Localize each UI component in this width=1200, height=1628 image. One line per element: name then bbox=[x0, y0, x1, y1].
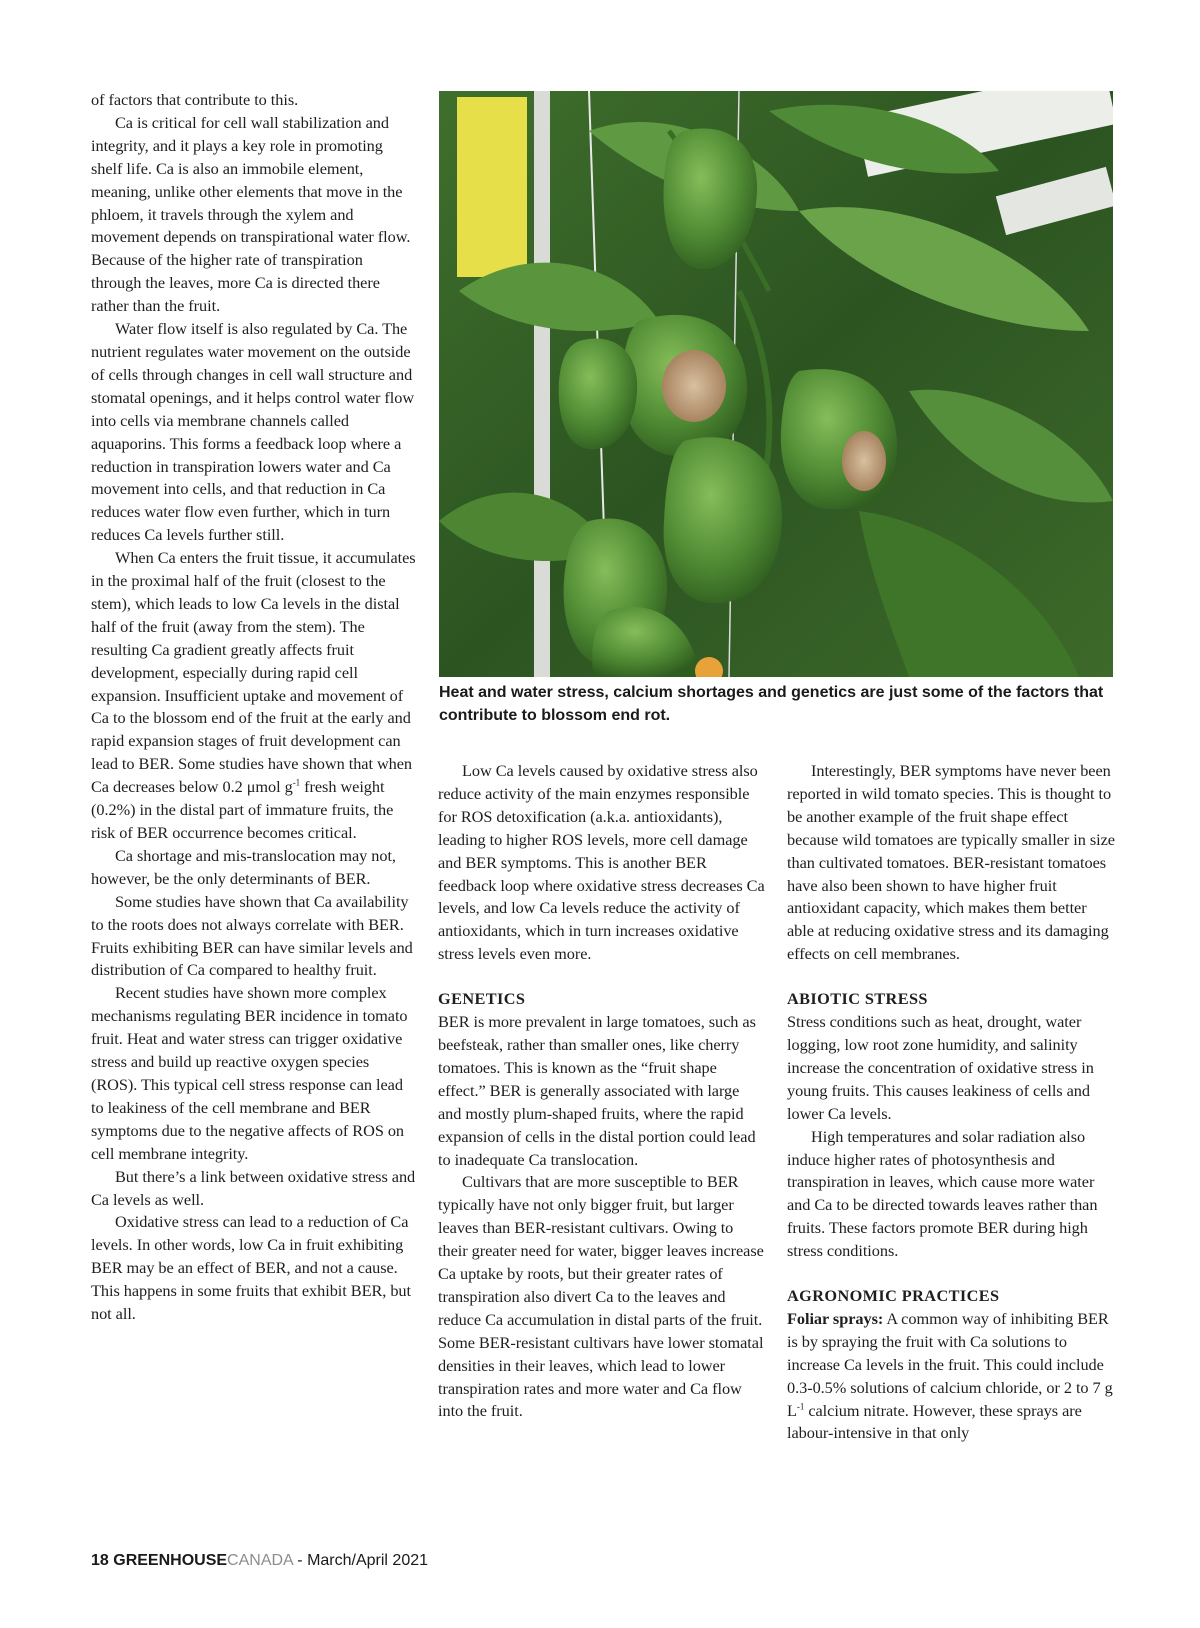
paragraph: BER is more prevalent in large tomatoes, such as beefsteak, rather than smaller ones, like cherry tomatoes. This is known as the “fruit shape effect.” BER is generally associated with large and mostly plum-shaped fruits, where the rapid expansion of cells in the distal portion could lead to inadequate Ca translocation. bbox=[438, 1012, 756, 1169]
article-column-1 bbox=[91, 89, 416, 1326]
article-column-2 bbox=[438, 760, 766, 1423]
section-heading-genetics: GENETICS bbox=[438, 989, 526, 1009]
paragraph: Low Ca levels caused by oxidative stress also reduce activity of the main enzymes responsible for ROS detoxification (a.k.a. antioxidants), leading to higher ROS levels, more cell damage and BER symptoms. This is another BER feedback loop where oxidative stress decreases Ca levels, and low Ca levels reduce the activity of antioxidants, which in turn increases oxidative stress levels even more. bbox=[438, 761, 765, 964]
pepper-plant-photo bbox=[439, 91, 1113, 677]
superscript: -1 bbox=[292, 777, 301, 788]
sticky-trap bbox=[457, 97, 527, 277]
magazine-country: CANADA bbox=[227, 1552, 293, 1569]
magazine-name: GREENHOUSE bbox=[113, 1552, 228, 1569]
page-footer bbox=[91, 1552, 428, 1570]
paragraph: High temperatures and solar radiation also induce higher rates of photosynthesis and transpiration in leaves, which cause more water and Ca to be directed towards leaves rather than fruits. These factors promote BER during high stress conditions. bbox=[787, 1126, 1098, 1261]
paragraph: Stress conditions such as heat, drought, water logging, low root zone humidity, and salinity increase the concentration of oxidative stress in young fruits. This causes leakiness of cells and lower Ca levels. bbox=[787, 1012, 1094, 1123]
paragraph: Water flow itself is also regulated by Ca. The nutrient regulates water movement on the outside of cells through changes in cell wall structure and stomatal openings, and it helps control water flow into cells via membrane channels called aquaporins. This forms a feedback loop where a reduction in transpiration lowers water and Ca movement into cells, and that reduction in Ca reduces water flow even further, which in turn reduces Ca levels further still. bbox=[91, 319, 415, 545]
paragraph: Ca shortage and mis-translocation may not, however, be the only determinants of BER. bbox=[91, 845, 396, 888]
superscript: -1 bbox=[796, 1401, 805, 1412]
paragraph: But there’s a link between oxidative stress and Ca levels as well. bbox=[91, 1166, 416, 1209]
section-heading-agronomic-practices: AGRONOMIC PRACTICES bbox=[787, 1286, 1000, 1306]
page-number: 18 bbox=[91, 1552, 109, 1569]
paragraph-text: When Ca enters the fruit tissue, it accumulates in the proximal half of the fruit (closest to the stem), which leads to low Ca levels in the distal half of the fruit (away from the stem). The resulting Ca gradient greatly affects fruit development, especially during rapid cell expansion. Insufficient uptake and movement of Ca to the blossom end of the fruit at the early and rapid expansion stages of fruit development can lead to BER. Some studies have shown that when Ca decreases below 0.2 μmol g bbox=[91, 548, 416, 797]
paragraph-text: fresh weight (0.2%) in the distal part of immature fruits, the risk of BER occurrence becomes critical. bbox=[91, 777, 394, 842]
paragraph bbox=[787, 1308, 1115, 1445]
article-column-3 bbox=[787, 760, 1115, 1445]
paragraph: Recent studies have shown more complex mechanisms regulating BER incidence in tomato fruit. Heat and water stress can trigger oxidative stress and build up reactive oxygen species (ROS). This typical cell stress response can lead to leakiness of the cell membrane and BER symptoms due to the negative affects of ROS on cell membrane integrity. bbox=[91, 983, 408, 1163]
paragraph: of factors that contribute to this. bbox=[91, 90, 299, 109]
paragraph: Interestingly, BER symptoms have never been reported in wild tomato species. This is thought to be another example of the fruit shape effect because wild tomatoes are typically smaller in size than cultivated tomatoes. BER-resistant tomatoes have also been shown to have higher fruit antioxidant capacity, which makes them better able at reducing oxidative stress and its damaging effects on cell membranes. bbox=[787, 761, 1115, 964]
issue-date: - March/April 2021 bbox=[297, 1552, 429, 1569]
photo-caption: Heat and water stress, calcium shortages and genetics are just some of the factors that contribute to blossom end rot. bbox=[439, 684, 1104, 724]
pepper bbox=[664, 437, 782, 603]
paragraph: Cultivars that are more susceptible to BER typically have not only bigger fruit, but larger leaves than BER-resistant cultivars. Owing to their greater need for water, bigger leaves increase Ca uptake by roots, but their greater rates of transpiration also divert Ca to the leaves and reduce Ca accumulation in distal parts of the fruit. Some BER-resistant cultivars have lower stomatal densities in their leaves, which lead to lower transpiration rates and more water and Ca flow into the fruit. bbox=[438, 1172, 764, 1421]
run-in-heading: Foliar sprays: bbox=[787, 1308, 884, 1328]
pepper-with-rot bbox=[622, 315, 747, 457]
paragraph bbox=[91, 547, 416, 845]
paragraph-text: A common way of inhibiting BER is by spraying the fruit with Ca solutions to increase Ca levels in the fruit. This could include 0.3-0.5% solutions of calcium chloride, or 2 to 7 g L bbox=[787, 1308, 1113, 1420]
section-heading-abiotic-stress: ABIOTIC STRESS bbox=[787, 989, 928, 1009]
paragraph: Ca is critical for cell wall stabilization and integrity, and it plays a key role in promoting shelf life. Ca is also an immobile element, meaning, unlike other elements that move in the phloem, it travels through the xylem and movement depends on transpirational water flow. Because of the higher rate of transpiration through the leaves, more Ca is directed there rather than the fruit. bbox=[91, 112, 411, 316]
paragraph: Oxidative stress can lead to a reduction of Ca levels. In other words, low Ca in fruit exhibiting BER may be an effect of BER, and not a cause. This happens in some fruits that exhibit BER, but not all. bbox=[91, 1212, 411, 1324]
paragraph: Some studies have shown that Ca availability to the roots does not always correlate with BER. Fruits exhibiting BER can have similar levels and distribution of Ca compared to healthy fruit. bbox=[91, 891, 413, 980]
paragraph-text: calcium nitrate. However, these sprays are labour-intensive in that only bbox=[787, 1400, 1082, 1443]
